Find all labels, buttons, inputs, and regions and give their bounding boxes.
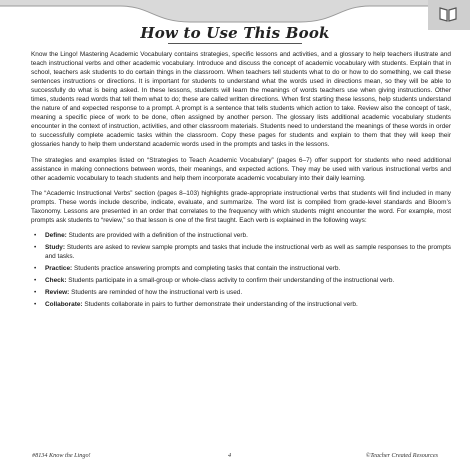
- bullet: •: [34, 277, 37, 285]
- list-term: Collaborate:: [45, 301, 83, 309]
- list-item: [31, 300, 451, 309]
- footer-product-code: #8134 Know the Lingo!: [32, 452, 91, 459]
- bullet: •: [34, 264, 37, 272]
- list-term: Review:: [45, 289, 70, 297]
- list-text: Students are provided with a definition of the instructional verb.: [66, 231, 248, 239]
- list-item: [31, 231, 451, 240]
- list-item: [31, 288, 451, 297]
- list-term: Check:: [45, 277, 67, 285]
- list-term: Define:: [45, 231, 67, 239]
- list-text: Students participate in a small-group or whole-class activity to confirm their understanding of the instructional verb.: [66, 277, 395, 285]
- paragraph-verbs: The “Academic Instructional Verbs” section (pages 8–103) highlights grade-appropriate instructional verbs that students will find included in many prompts. These words include describe, indicate, evaluate, and summarize. The word list is compiled from grade-level standards and Bloom’s Taxonomy. Lessons are presented in an order that correlates to the frequency with which students might encounter the word. For example, most prompts ask students to “review,” so that lesson is one of the first taught. Each verb is explained in the following ways:: [31, 189, 451, 224]
- list-item: [31, 264, 451, 273]
- paragraph-strategies: The strategies and examples listed on “Strategies to Teach Academic Vocabulary” (pages 6–7) offer support for students who need additional assistance in making connections between words, their meanings, and expected actions. They may be used with various instructional verbs and other academic vocabulary to teach students and help them incorporate academic vocabulary into their daily learning.: [31, 156, 451, 182]
- bullet: •: [34, 301, 37, 309]
- page-number: 4: [228, 452, 232, 459]
- paragraph-intro: Know the Lingo! Mastering Academic Vocabulary contains strategies, specific lessons and activities, and a glossary to help teachers illustrate and teach instructional verbs and other academic vocabulary. Introduce and discuss the concept of academic vocabulary with students. Explain that in school, teachers ask students to do certain things in the classroom. When teachers tell students what to do or how to do something, we call these sentences instructions or directions. It is important for students to understand what the words used in directions mean, so they will be able to successfully do what is being asked. In these lessons, students will learn the meanings of words teachers use when giving instructions. Other times, students read words that tell them what to do; these are called written directions. When first starting these lessons, help students understand the nature of and expected response to a prompt. A prompt is a sentence that tells students which action to take. Review also the concept of task, meaning a specific piece of work to be done, often assigned by another person. The glossary lists additional academic vocabulary students encounter in the context of instruction, activities, and other classroom materials. Students need to understand the meanings of these words in order to successfully complete academic tasks within the classroom. Copy these pages for students and explain to them that they will keep their glossaries handy to help them understand academic words used in the prompts and tasks in the lessons.: [31, 51, 451, 149]
- list-item: [31, 276, 451, 285]
- verb-steps-list: [31, 231, 451, 309]
- list-text: Students collaborate in pairs to further demonstrate their understanding of the instructional verb.: [82, 301, 358, 309]
- list-term: Study:: [45, 243, 66, 251]
- list-text: Students are asked to review sample prompts and tasks that include the instructional verb as well as sample responses to the prompts and tasks.: [45, 243, 451, 260]
- footer-copyright: ©Teacher Created Resources: [365, 452, 438, 459]
- list-text: Students are reminded of how the instructional verb is used.: [69, 289, 243, 297]
- bullet: •: [34, 289, 37, 297]
- body-text: [31, 50, 451, 312]
- open-book-icon: [438, 4, 458, 24]
- page-title: How to Use This Book: [140, 24, 330, 42]
- list-term: Practice:: [45, 264, 73, 272]
- bullet: •: [34, 243, 37, 251]
- bullet: •: [34, 231, 37, 239]
- list-item: [31, 243, 451, 261]
- list-text: Students practice answering prompts and completing tasks that contain the instructional verb.: [72, 264, 341, 272]
- title-underline: [168, 43, 302, 44]
